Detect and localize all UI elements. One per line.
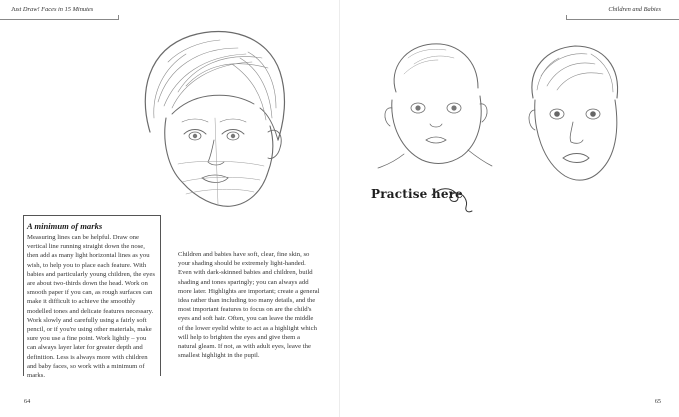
baby-portrait-sketch <box>374 38 494 174</box>
running-header-right: Children and Babies <box>608 6 661 13</box>
practise-here-label: Practise here <box>371 187 464 201</box>
header-rule-right-cap <box>566 15 567 20</box>
main-body-text: Children and babies have soft, clear, fine skin, so your shading should be extremely light-handed. Even with dark-skinned babies and children, build shading and tones sparingly; you can always add more later. Highlights are important; create a general idea rather than including too many details, and the most important features to focus on are the child's eyes and soft hair. Often, you can leave the middle of the lower eyelid white to act as a highlight which will help to brighten the eyes and give them a natural gleam. If not, as with adult eyes, leave the smallest highlight in the pupil. <box>178 251 320 360</box>
running-header-left: Just Draw! Faces in 15 Minutes <box>11 6 94 13</box>
child-portrait-sketch <box>128 22 298 218</box>
page-gutter <box>339 0 340 417</box>
page-number-right: 65 <box>654 398 661 405</box>
tip-box-body: Measuring lines can be helpful. Draw one vertical line running straight down the nose, then add as many light horizontal lines as you wish, to help you to place each feature. With babies and particularly young children, the eyes are about two-thirds down the head. Work on smooth paper if you can, as rough surfaces can make it difficult to achieve the smoothly modelled tones and delicate features necessary. Work slowly and carefully using a fairly soft pencil, or if you're using other materials, make sure you use a fine point. Work lightly – you can always layer later for greater depth and definition. Less is always more with children and baby faces, so work with a minimum of marks. <box>27 234 155 380</box>
header-rule-right <box>567 19 679 20</box>
swirl-ornament-icon <box>430 185 476 215</box>
page-number-left: 64 <box>24 398 31 405</box>
header-rule-left-cap <box>118 15 119 20</box>
tip-box-title: A minimum of marks <box>27 221 103 231</box>
header-rule-left <box>0 19 118 20</box>
boy-portrait-sketch <box>521 40 625 188</box>
